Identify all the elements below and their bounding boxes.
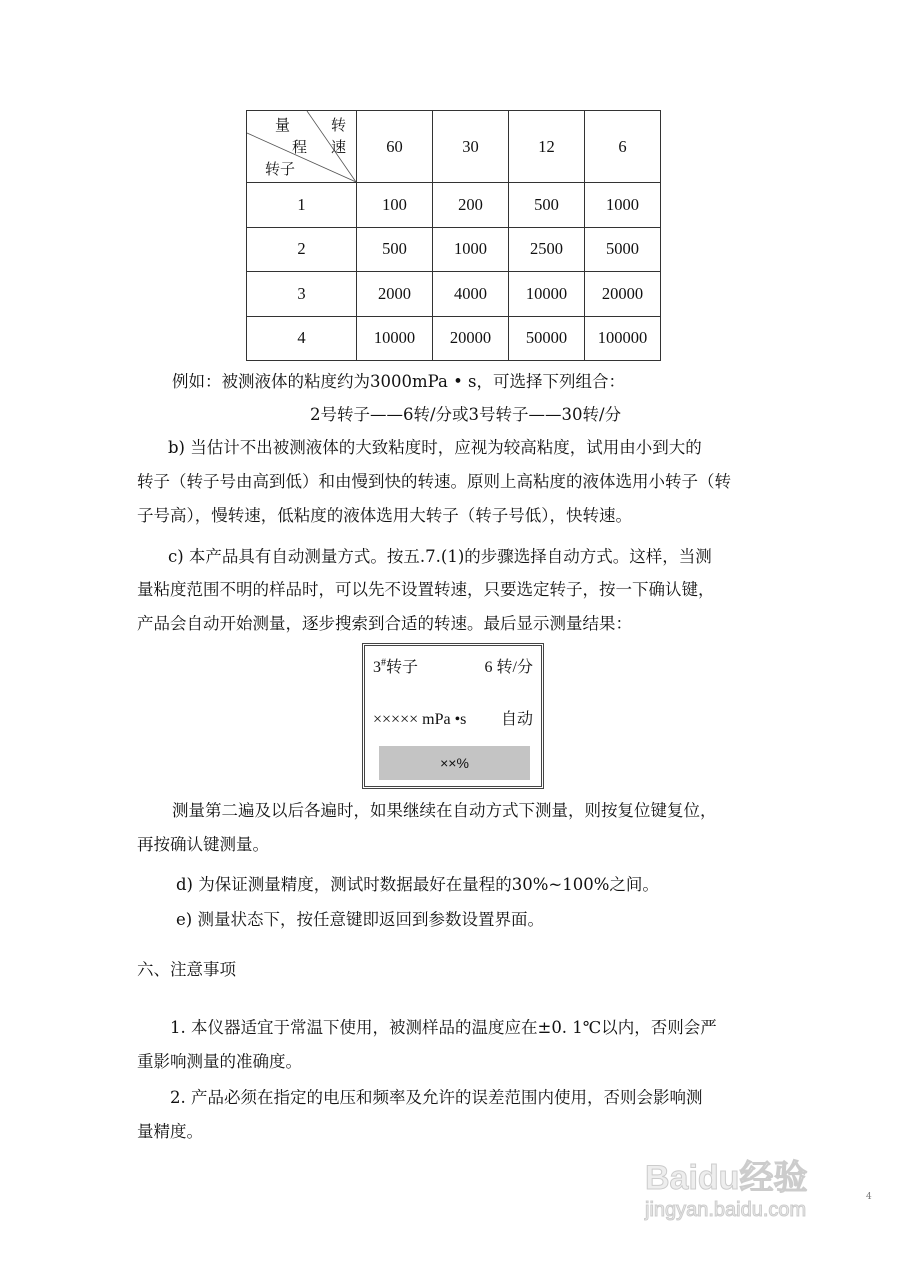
rotor-cell: 1 — [247, 183, 357, 228]
paragraph: 再按确认键测量。 — [137, 835, 269, 854]
value-cell: 20000 — [585, 272, 661, 317]
display-row-top — [373, 654, 533, 677]
corner-range-2: 程 — [292, 140, 308, 156]
table-row — [247, 227, 661, 272]
table-header-row — [247, 111, 661, 183]
display-mode: 自动 — [500, 711, 533, 728]
section-heading: 六、注意事项 — [137, 960, 236, 979]
rotor-cell: 2 — [247, 227, 357, 272]
corner-speed-1: 转 — [331, 118, 347, 134]
watermark-url: jingyan.baidu.com — [645, 1199, 807, 1221]
speed-header: 30 — [433, 111, 509, 183]
value-cell: 10000 — [509, 272, 585, 317]
diagonal-header-cell — [247, 111, 357, 183]
value-cell: 10000 — [357, 316, 433, 361]
value-cell: 2000 — [357, 272, 433, 317]
value-cell: 500 — [509, 183, 585, 228]
value-cell: 500 — [357, 227, 433, 272]
rotor-label: 转子 — [386, 659, 419, 676]
example-line: 例如：被测液体的粘度约为3000mPa • s，可选择下列组合： — [172, 372, 626, 391]
value-cell: 100 — [357, 183, 433, 228]
value-cell: 50000 — [509, 316, 585, 361]
value-cell: 100000 — [585, 316, 661, 361]
display-rotor — [373, 654, 418, 677]
paragraph-c: c) 本产品具有自动测量方式。按五.7.(1)的步骤选择自动方式。这样，当测 — [168, 547, 712, 566]
corner-rotor: 转子 — [265, 162, 296, 178]
value-cell: 20000 — [433, 316, 509, 361]
rotor-sup: # — [381, 657, 386, 669]
note-1: 1. 本仪器适宜于常温下使用，被测样品的温度应在±0. 1℃以内，否则会严 — [170, 1018, 717, 1037]
value-cell: 1000 — [585, 183, 661, 228]
rotor-number: 3 — [373, 659, 381, 676]
speed-header: 60 — [357, 111, 433, 183]
table-row — [247, 183, 661, 228]
table-row — [247, 316, 661, 361]
watermark-brand: Baidu经验 — [645, 1159, 808, 1197]
value-cell: 200 — [433, 183, 509, 228]
note-2: 量精度。 — [137, 1122, 203, 1141]
paragraph-b: 子号高），慢转速，低粘度的液体选用大转子（转子号低），快转速。 — [137, 506, 632, 525]
lcd-display — [362, 643, 544, 789]
display-value: ××××× mPa •s — [373, 711, 467, 728]
paragraph-d: d) 为保证测量精度，测试时数据最好在量程的30%~100%之间。 — [176, 875, 659, 894]
page-number: 4 — [866, 1192, 872, 1202]
note-1: 重影响测量的准确度。 — [137, 1052, 302, 1071]
corner-range-1: 量 — [275, 118, 291, 134]
corner-speed-2: 速 — [331, 140, 347, 156]
paragraph-b: b) 当估计不出被测液体的大致粘度时，应视为较高粘度，试用由小到大的 — [168, 438, 702, 457]
paragraph-c: 产品会自动开始测量，逐步搜索到合适的转速。最后显示测量结果： — [137, 614, 632, 633]
paragraph-b: 转子（转子号由高到低）和由慢到快的转速。原则上高粘度的液体选用小转子（转 — [137, 472, 731, 491]
table-row — [247, 272, 661, 317]
baidu-watermark-logo — [645, 1150, 807, 1222]
display-row-middle — [373, 706, 533, 729]
example-combo: 2号转子——6转/分或3号转子——30转/分 — [310, 405, 622, 424]
paragraph: 测量第二遍及以后各遍时，如果继续在自动方式下测量，则按复位键复位， — [172, 801, 717, 820]
value-cell: 1000 — [433, 227, 509, 272]
paragraph-e: e) 测量状态下，按任意键即返回到参数设置界面。 — [176, 910, 544, 929]
speed-header: 12 — [509, 111, 585, 183]
value-cell: 4000 — [433, 272, 509, 317]
speed-header: 6 — [585, 111, 661, 183]
value-cell: 5000 — [585, 227, 661, 272]
range-table — [246, 110, 661, 361]
note-2: 2. 产品必须在指定的电压和频率及允许的误差范围内使用，否则会影响测 — [170, 1088, 703, 1107]
paragraph-c: 量粘度范围不明的样品时，可以先不设置转速，只要选定转子，按一下确认键， — [137, 580, 715, 599]
value-cell: 2500 — [509, 227, 585, 272]
rotor-cell: 4 — [247, 316, 357, 361]
rotor-cell: 3 — [247, 272, 357, 317]
progress-bar: ××% — [379, 746, 530, 780]
display-speed: 6 转/分 — [484, 659, 533, 676]
